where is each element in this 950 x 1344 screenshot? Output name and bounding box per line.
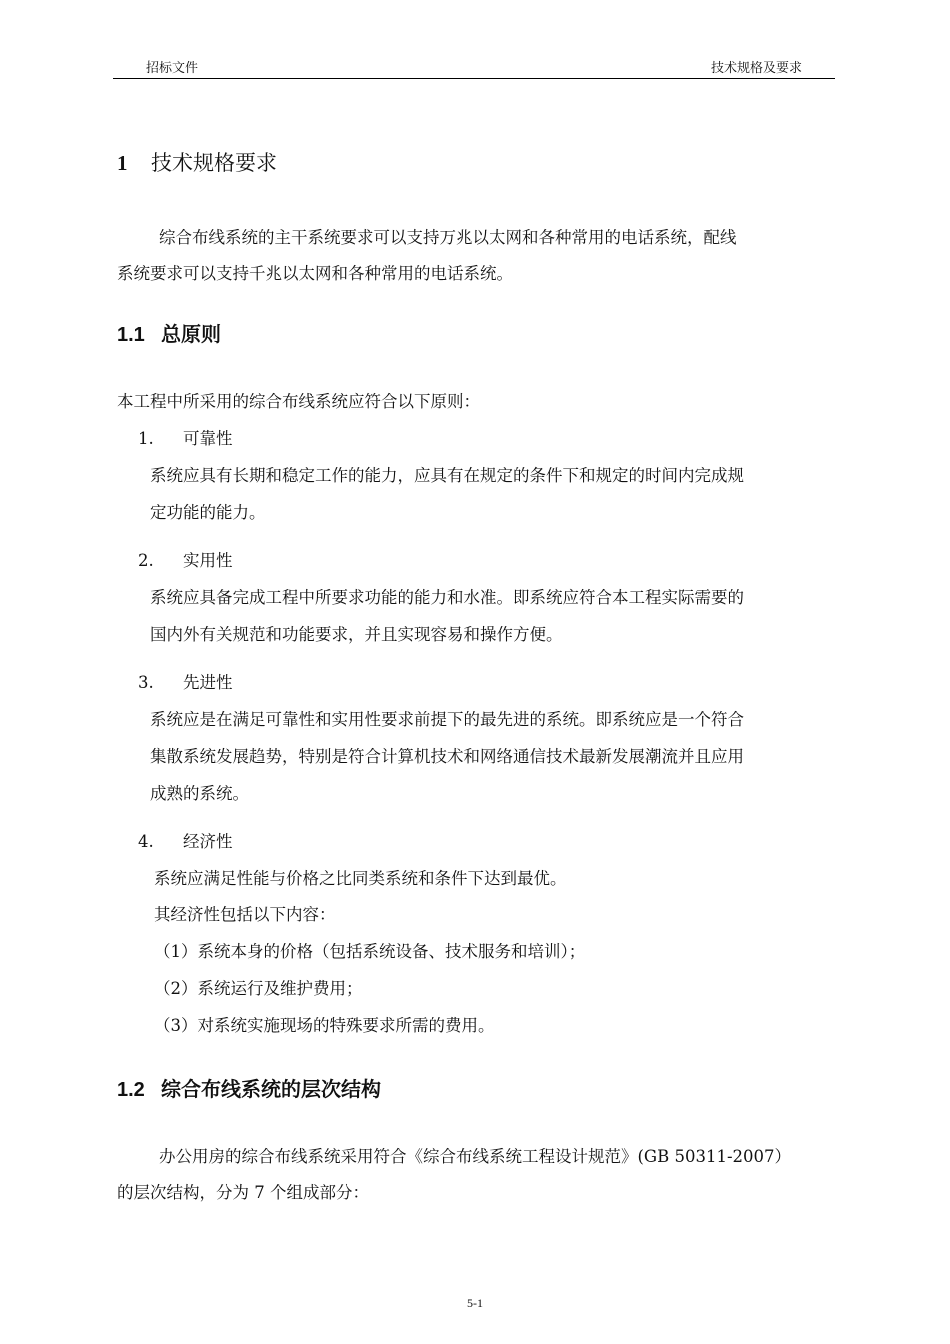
list-item-title: 实用性 bbox=[183, 551, 233, 570]
structure-paragraph-line: 的层次结构，分为 7 个组成部分： bbox=[117, 1183, 369, 1202]
section-title: 综合布线系统的层次结构 bbox=[161, 1077, 381, 1101]
list-item-text: 系统应具备完成工程中所要求功能的能力和水准。即系统应符合本工程实际需要的 bbox=[150, 588, 744, 607]
list-item-text: 系统应具有长期和稳定工作的能力，应具有在规定的条件下和规定的时间内完成规 bbox=[150, 466, 744, 485]
list-item-text: （2）系统运行及维护费用； bbox=[154, 979, 363, 998]
list-item-number: 1. bbox=[138, 429, 154, 448]
list-item-number: 3. bbox=[138, 673, 154, 692]
list-item-text: 成熟的系统。 bbox=[150, 784, 249, 803]
principles-lead: 本工程中所采用的综合布线系统应符合以下原则： bbox=[117, 392, 480, 411]
header-right-text: 技术规格及要求 bbox=[710, 61, 802, 76]
section-title: 总原则 bbox=[161, 322, 221, 346]
list-item-text: 集散系统发展趋势，特别是符合计算机技术和网络通信技术最新发展潮流并且应用 bbox=[150, 747, 744, 766]
section-title: 技术规格要求 bbox=[151, 151, 277, 175]
page-number: 5-1 bbox=[467, 1296, 483, 1310]
section-number: 1.2 bbox=[117, 1079, 145, 1101]
list-item-number: 2. bbox=[138, 551, 154, 570]
list-item-text: （3）对系统实施现场的特殊要求所需的费用。 bbox=[154, 1016, 495, 1035]
list-item-number: 4. bbox=[138, 832, 154, 851]
list-item-text: 系统应是在满足可靠性和实用性要求前提下的最先进的系统。即系统应是一个符合 bbox=[150, 710, 744, 729]
list-item-text: 国内外有关规范和功能要求，并且实现容易和操作方便。 bbox=[150, 625, 563, 644]
header-rule bbox=[113, 78, 835, 79]
section-number: 1 bbox=[117, 151, 128, 175]
list-item-title: 经济性 bbox=[183, 832, 233, 851]
section-number: 1.1 bbox=[117, 324, 145, 346]
header-left-text: 招标文件 bbox=[146, 61, 199, 76]
list-item-text: 定功能的能力。 bbox=[150, 503, 266, 522]
section-1-2-heading bbox=[117, 1075, 381, 1104]
list-item-text: 其经济性包括以下内容： bbox=[154, 905, 336, 924]
section-1-heading bbox=[117, 148, 277, 178]
list-item-text: 系统应满足性能与价格之比同类系统和条件下达到最优。 bbox=[154, 869, 567, 888]
intro-paragraph-line: 系统要求可以支持千兆以太网和各种常用的电话系统。 bbox=[117, 264, 513, 283]
list-item-title: 先进性 bbox=[183, 673, 233, 692]
section-1-1-heading bbox=[117, 320, 221, 349]
list-item-text: （1）系统本身的价格（包括系统设备、技术服务和培训）； bbox=[154, 942, 586, 961]
intro-paragraph-line: 综合布线系统的主干系统要求可以支持万兆以太网和各种常用的电话系统，配线 bbox=[159, 228, 737, 247]
structure-paragraph-line: 办公用房的综合布线系统采用符合《综合布线系统工程设计规范》(GB 50311-2007） bbox=[159, 1147, 792, 1166]
list-item-title: 可靠性 bbox=[183, 429, 233, 448]
